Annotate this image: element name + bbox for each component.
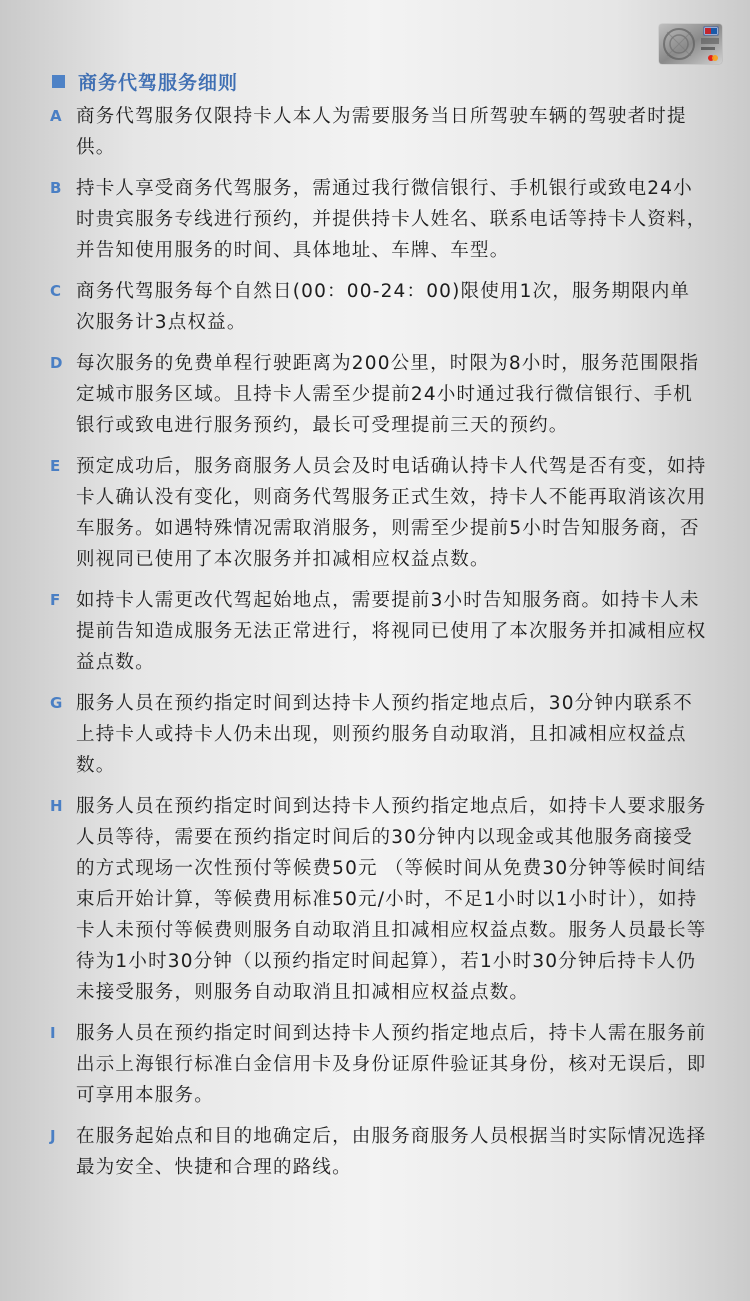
bullet-square-icon — [52, 75, 65, 88]
rule-text: 商务代驾服务仅限持卡人本人为需要服务当日所驾驶车辆的驾驶者时提供。 — [76, 106, 687, 158]
rule-text: 服务人员在预约指定时间到达持卡人预约指定地点后，持卡人需在服务前出示上海银行标准白金信用卡及身份证原件验证其身份，核对无误后，即可享用本服务。 — [76, 1023, 707, 1106]
rule-letter: B — [50, 179, 62, 197]
rule-item-h — [48, 791, 708, 1008]
rule-text: 服务人员在预约指定时间到达持卡人预约指定地点后，30分钟内联系不上持卡人或持卡人仍未出现，则预约服务自动取消，且扣减相应权益点数。 — [76, 693, 693, 776]
rule-item-e — [48, 451, 708, 575]
rule-text: 持卡人享受商务代驾服务，需通过我行微信银行、手机银行或致电24小时贵宾服务专线进行预约，并提供持卡人姓名、联系电话等持卡人资料，并告知使用服务的时间、具体地址、车牌、车型。 — [76, 178, 707, 261]
rule-item-d — [48, 348, 708, 441]
rule-item-g — [48, 688, 708, 781]
rule-text: 如持卡人需更改代驾起始地点，需要提前3小时告知服务商。如持卡人未提前告知造成服务无法正常进行，将视同已使用了本次服务并扣减相应权益点数。 — [76, 590, 707, 673]
credit-card-image — [659, 24, 722, 64]
rule-letter: F — [50, 591, 61, 609]
rule-item-f — [48, 585, 708, 678]
rule-text: 商务代驾服务每个自然日(00：00-24：00)限使用1次，服务期限内单次服务计3点权益。 — [76, 281, 691, 333]
rule-item-a — [48, 101, 708, 163]
rule-letter: E — [50, 457, 61, 475]
rule-letter: I — [50, 1024, 56, 1042]
rule-letter: C — [50, 282, 62, 300]
section-header — [52, 68, 238, 94]
rule-letter: J — [50, 1127, 56, 1145]
rule-letter: A — [50, 107, 62, 125]
rule-text: 预定成功后，服务商服务人员会及时电话确认持卡人代驾是否有变，如持卡人确认没有变化，则商务代驾服务正式生效，持卡人不能再取消该次用车服务。如遇特殊情况需取消服务，则需至少提前5小时告知服务商，否则视同已使用了本次服务并扣减相应权益点数。 — [76, 456, 707, 570]
rule-text: 每次服务的免费单程行驶距离为200公里，时限为8小时，服务范围限指定城市服务区域。且持卡人需至少提前24小时通过我行微信银行、手机银行或致电进行服务预约，最长可受理提前三天的预约。 — [76, 353, 700, 436]
rule-letter: G — [50, 694, 63, 712]
section-title: 商务代驾服务细则 — [78, 71, 239, 94]
rule-text: 服务人员在预约指定时间到达持卡人预约指定地点后，如持卡人要求服务人员等待，需要在预约指定时间后的30分钟内以现金或其他服务商接受的方式现场一次性预付等候费50元 （等候时间从免费30分钟等候时间结束后开始计算，等候费用标准50元/小时，不足1小时以1小时计），如持卡人未预付等候费则服务自动取消且扣减相应权益点数。服务人员最长等待为1小时30分钟（以预约指定时间起算），若1小时30分钟后持卡人仍未接受服务，则服务自动取消且扣减相应权益点数。 — [76, 796, 707, 1003]
rule-item-b — [48, 173, 708, 266]
credit-card-thumbnail — [659, 24, 722, 64]
rule-item-c — [48, 276, 708, 338]
rules-list — [48, 101, 708, 1193]
rule-letter: D — [50, 354, 63, 372]
rule-letter: H — [50, 797, 63, 815]
rule-item-j — [48, 1121, 708, 1183]
rule-item-i — [48, 1018, 708, 1111]
rule-text: 在服务起始点和目的地确定后，由服务商服务人员根据当时实际情况选择最为安全、快捷和合理的路线。 — [76, 1126, 707, 1178]
